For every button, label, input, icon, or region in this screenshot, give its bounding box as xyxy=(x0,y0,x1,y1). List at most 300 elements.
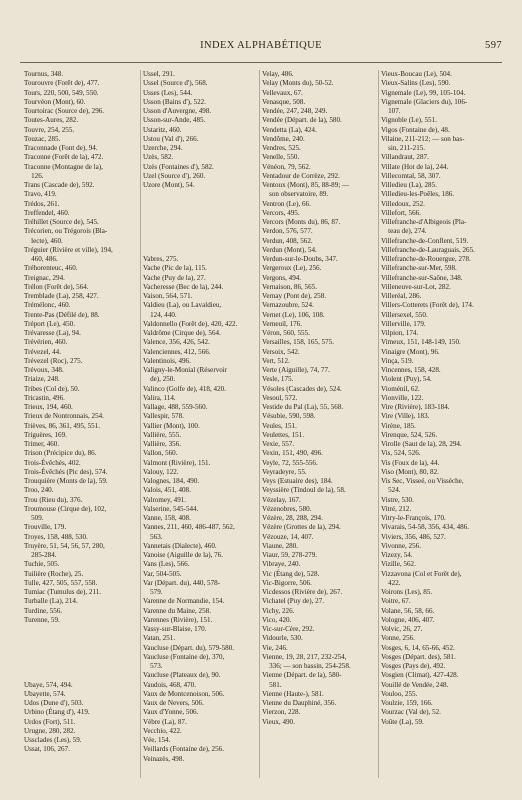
index-entry: Vernay (Pont de), 258. xyxy=(262,292,327,300)
index-entry: Touzac, 285. xyxy=(24,134,61,143)
index-entry: son observatoire, 89. xyxy=(262,190,329,199)
index-entry: Villefranche-sur-Saône, 348. xyxy=(381,273,463,282)
index-entry: Vabres, 275. xyxy=(143,255,179,263)
index-entry: Tuilière (Roche), 25. xyxy=(24,569,84,578)
index-entry: Valence, 356, 426, 542. xyxy=(143,338,210,347)
index-entry: Vacheresse (Bec de la), 244. xyxy=(143,282,224,291)
index-entry: Trouquière (Monts de la), 59. xyxy=(24,477,108,485)
index-entry: Ussel (Source d'), 568. xyxy=(143,79,208,88)
index-entry: Trieux, 194, 460. xyxy=(24,403,73,411)
index-entry: sin, 211-215. xyxy=(381,144,426,152)
index-entry: Ussclades (Les), 59. xyxy=(24,736,82,744)
page-header xyxy=(20,40,502,58)
index-entry: Viaur, 59, 278-279. xyxy=(262,551,318,559)
index-entry: Vieux-Boucau (Le), 504. xyxy=(381,70,452,78)
index-entry: Véron, 560, 555. xyxy=(262,329,310,337)
index-entry: Troo, 240. xyxy=(24,486,54,495)
index-entry: Villedieu (La), 285. xyxy=(381,181,437,189)
index-entry: Troumouse (Cirque de), 102, xyxy=(24,504,107,513)
index-entry: Versoix, 542. xyxy=(262,347,300,356)
index-entry: Veys (Estuaire des), 184. xyxy=(262,477,333,485)
index-entry: Vache (Puy de la), 27. xyxy=(143,273,206,282)
index-entry: Ussat, 106, 267. xyxy=(24,745,70,754)
index-entry: Valentinois, 496. xyxy=(143,356,191,365)
index-entry: Trévoux, 348. xyxy=(24,366,64,374)
index-entry: Var (Départ. du), 440, 578- xyxy=(143,578,221,587)
index-entry: Verdon, 576, 577. xyxy=(262,227,313,236)
index-entry: 460, 486. xyxy=(24,255,58,263)
index-entry: Vizzavona (Col et Forêt de), xyxy=(381,569,462,578)
index-entry: Vibraye, 240. xyxy=(262,560,301,569)
index-entry: Uzel (Source d'), 260. xyxy=(143,171,206,180)
index-entry: Trou (Rieu du), 376. xyxy=(24,495,83,504)
index-entry: Trédos, 261. xyxy=(24,199,60,208)
index-entry: Urbino (Étang d'), 419. xyxy=(24,708,90,717)
index-entry: Vecchio, 422. xyxy=(143,726,182,735)
index-entry: Villeneuve-sur-Lot, 282. xyxy=(381,282,451,291)
index-entry: Trécorien, ou Trégorois (Bla- xyxy=(24,227,108,236)
index-entry: Ventron (Le), 66. xyxy=(262,199,311,208)
index-entry: Vicdessos (Rivière de), 267. xyxy=(262,588,343,596)
index-entry: Trévezel, 44. xyxy=(24,347,61,356)
index-entry: Tréhillet (Source de), 545. xyxy=(24,218,99,226)
index-entry: 581. xyxy=(262,680,282,689)
index-entry: Vienne (Départ. de la), 580- xyxy=(262,671,342,680)
index-entry xyxy=(24,625,136,634)
index-entry: Villecomtal, 58, 307. xyxy=(381,171,441,180)
index-entry: Truyère, 51, 54, 56, 57, 280, xyxy=(24,541,105,550)
index-entry: Vilaine, 211-212; — son bas- xyxy=(381,134,465,143)
index-entry: Trévérien, 460. xyxy=(24,338,68,347)
index-entry: Uzès (Fontaines d'), 582. xyxy=(143,162,214,171)
index-entry xyxy=(143,218,255,227)
index-entry: Villedoux, 252. xyxy=(381,199,425,208)
index-column-1 xyxy=(24,70,136,755)
index-entry: Trison (Précipice du), 86. xyxy=(24,449,97,458)
index-entry: Vézère (Grottes de la), 294. xyxy=(262,523,341,532)
index-entry: Valigny-le-Monial (Réservoir xyxy=(143,366,228,374)
index-entry: Vergons, 494. xyxy=(262,273,302,282)
index-entry: Usses (Les), 544. xyxy=(143,88,193,97)
index-entry: Vis (Foux de la), 44. xyxy=(381,458,440,467)
index-entry: Virène, 185. xyxy=(381,421,416,430)
index-entry xyxy=(143,227,255,236)
index-entry: Trévaresse (La), 94. xyxy=(24,329,81,337)
index-entry: Villefranche-sur-Mer, 598. xyxy=(381,264,457,273)
index-entry: Trévezel (Roc), 275. xyxy=(24,356,83,365)
index-entry: Vénéon, 79, 562. xyxy=(262,162,311,171)
index-entry: Vidourle, 530. xyxy=(262,634,303,643)
index-entry: Viso (Mont), 80, 82. xyxy=(381,467,439,476)
index-entry: Ubayette, 574. xyxy=(24,689,66,698)
index-entry: Vilpion, 174. xyxy=(381,329,419,337)
index-entry: Vallière, 356. xyxy=(143,440,182,448)
index-entry: Trois-Évêchés (Pic des), 574. xyxy=(24,467,108,476)
index-entry: Verneuil, 176. xyxy=(262,319,302,328)
index-entry: Tréport (Le), 450. xyxy=(24,319,75,328)
index-entry: Vosgien (Climat), 427-428. xyxy=(381,671,459,680)
index-entry: Vincennes, 158, 428. xyxy=(381,366,441,374)
index-entry: Vée, 154. xyxy=(143,736,171,744)
index-entry: Vanne, 158, 408. xyxy=(143,514,191,522)
index-entry: Villers-Cotterets (Forêt de), 174. xyxy=(381,301,474,310)
index-entry: Vallon, 560. xyxy=(143,449,178,458)
index-entry: Vestide du Pal (La), 55, 568. xyxy=(262,403,344,411)
index-entry: Villefranche-d'Albigeois (Pla- xyxy=(381,218,467,226)
index-entry: Vimeux, 151, 148-149, 150. xyxy=(381,338,461,347)
index-entry: Vesle, 175. xyxy=(262,375,294,384)
index-entry: Vouloo, 255. xyxy=(381,689,418,698)
index-entry: Vernet (Le), 106, 108. xyxy=(262,310,325,319)
index-entry: Vienne du Dauphiné, 356. xyxy=(262,699,337,707)
index-entry: Turballe (La), 214. xyxy=(24,597,78,606)
index-entry: Vendres, 525. xyxy=(262,144,301,152)
index-entry: Vaux de Montcenoison, 506. xyxy=(143,689,225,698)
index-entry: Violent (Puy), 54. xyxy=(381,375,432,384)
index-entry: Varennes (Rivière), 151. xyxy=(143,615,213,624)
index-entry xyxy=(24,653,136,662)
index-entry: Valdrôme (Cirque de), 564. xyxy=(143,329,221,337)
index-entry: Vistre, 530. xyxy=(381,495,414,504)
page-number: 597 xyxy=(485,40,502,51)
index-entry: Valdieu (La), ou Lavaldieu, xyxy=(143,301,222,310)
index-entry: Villersexel, 550. xyxy=(381,310,428,319)
index-entry: Vie, 246. xyxy=(262,643,288,652)
index-entry: Veules, 151. xyxy=(262,421,297,430)
index-entry: Verdun (Mont), 54. xyxy=(262,245,317,254)
index-entry: Voitre, 67. xyxy=(381,597,411,606)
index-entry: Tréhorenteuc, 460. xyxy=(24,264,78,273)
index-entry: Vignemale (Glaciers du), 106- xyxy=(381,97,468,106)
index-entry: Volvic, 26, 27. xyxy=(381,625,423,633)
index-entry: Trélon (Forêt de), 564. xyxy=(24,282,89,291)
index-column-3 xyxy=(262,70,374,727)
index-entry: Troyes, 158, 488, 530. xyxy=(24,532,88,541)
index-entry: Veinazès, 498. xyxy=(143,754,185,763)
index-entry: Vinça, 519. xyxy=(381,356,414,365)
index-entry: Vienne, 19, 28, 217, 232-254, xyxy=(262,652,347,661)
index-entry: Vésubie, 590, 598. xyxy=(262,412,316,421)
index-column-4 xyxy=(381,70,493,727)
index-entry: 336; — son bassin, 254-258. xyxy=(262,662,351,670)
index-entry: Ussel, 291. xyxy=(143,70,175,78)
index-entry: Usson (Bains d'), 522. xyxy=(143,97,206,106)
index-entry: Triguères, 169. xyxy=(24,430,67,439)
index-entry: 124, 440. xyxy=(143,310,177,319)
index-entry: Vis Sec, Visseé, ou Vissèche, xyxy=(381,477,464,485)
index-entry: Vans (Les), 566. xyxy=(143,560,190,569)
index-entry: Varenne du Maine, 258. xyxy=(143,606,211,615)
index-entry: Verdun-sur-le-Doubs, 347. xyxy=(262,255,338,263)
index-entry: Veillards (Fontaine de), 256. xyxy=(143,745,224,754)
index-entry: Valinco (Golfe de), 418, 420. xyxy=(143,384,226,393)
index-entry: Tourtoirac (Source de), 296. xyxy=(24,107,105,115)
index-entry: Tourouvre (Forêt de), 477. xyxy=(24,79,100,88)
index-entry: Villefranche-de-Conflent, 519. xyxy=(381,236,469,245)
index-entry: Vallière, 555. xyxy=(143,430,182,439)
index-entry: Viviers, 356, 486, 527. xyxy=(381,532,446,541)
index-entry: Vieux, 490. xyxy=(262,717,295,726)
page-title: INDEX ALPHABÉTIQUE xyxy=(200,40,322,51)
index-entry: Vache (Pic de la), 115. xyxy=(143,264,207,273)
index-entry: Vic-Bigorre, 506. xyxy=(262,578,312,587)
index-entry: Vèbre (La), 87. xyxy=(143,717,187,726)
index-entry: Vire (Ville), 183. xyxy=(381,412,430,421)
index-entry: Vercors (Monts du), 86, 87. xyxy=(262,218,341,226)
index-entry: Viaune, 280. xyxy=(262,541,299,550)
index-entry: Vernaison, 86, 565. xyxy=(262,282,317,291)
index-entry xyxy=(143,237,255,246)
index-entry: Vouillé de Vendée, 248. xyxy=(381,680,449,689)
index-entry: Vignoble (Le), 551. xyxy=(381,116,437,125)
index-entry: Valognes, 184, 490. xyxy=(143,477,200,485)
index-entry: Vannetais (Dialecte), 460. xyxy=(143,541,217,550)
index-entry: Varenne de Normandie, 154. xyxy=(143,597,225,606)
index-entry: Velay, 486. xyxy=(262,70,294,78)
index-entry: Villedieu-les-Poêles, 186. xyxy=(381,190,455,199)
index-entry: Vire (Rivière), 183-184. xyxy=(381,403,450,411)
index-entry: Vologne, 406, 407. xyxy=(381,615,435,624)
index-entry: Valois, 451, 408. xyxy=(143,486,191,495)
index-entry: Uzès, 582. xyxy=(143,153,174,162)
index-entry: Trémélonc, 460. xyxy=(24,301,71,310)
index-entry: Vourzac (Val de), 52. xyxy=(381,708,441,717)
index-entry: Vaux d'Yonne, 506. xyxy=(143,708,199,717)
index-entry: Var, 504-505. xyxy=(143,569,182,578)
index-entry: 285-284. xyxy=(24,551,57,559)
index-entry: 422. xyxy=(381,578,401,587)
index-entry: Vigos (Fontaine de), 48. xyxy=(381,125,450,134)
index-entry: Vézouze, 14, 407. xyxy=(262,532,314,541)
index-entry: Vosges, 6, 14, 65-66, 452. xyxy=(381,643,455,652)
index-entry: Valserine, 545-544. xyxy=(143,504,199,513)
index-entry: Urugne, 280, 282. xyxy=(24,726,76,735)
index-entry: Veyradeyre, 55. xyxy=(262,467,307,476)
index-entry: Ustou (Val d'), 266. xyxy=(143,134,199,143)
index-entry: Ubaye, 574, 494. xyxy=(24,680,73,689)
index-entry: Vizezy, 54. xyxy=(381,551,413,559)
index-entry: Tréguier (Rivière et ville), 194, xyxy=(24,245,113,254)
index-entry: Touvre, 254, 255. xyxy=(24,125,75,134)
index-entry: Vannes, 211, 460, 486-487, 562, xyxy=(143,523,235,532)
index-entry: Trois-Évêchés, 402. xyxy=(24,458,81,467)
index-entry: Treffendel, 460. xyxy=(24,208,70,217)
index-entry: Trans (Cascade de), 592. xyxy=(24,181,95,189)
index-entry: Vesoul, 572. xyxy=(262,393,298,402)
index-entry: Vatan, 251. xyxy=(143,634,176,643)
index-entry: 579. xyxy=(143,588,163,596)
index-entry: Valouy, 122. xyxy=(143,467,179,476)
index-entry xyxy=(143,200,255,209)
index-entry: Vergeroux (Le), 256. xyxy=(262,264,322,273)
index-entry: 126. xyxy=(24,171,44,180)
index-entry: Vico, 420. xyxy=(262,615,292,624)
index-entry: Vassy-sur-Blaise, 170. xyxy=(143,625,207,633)
index-entry: Vichy, 226. xyxy=(262,606,295,615)
index-entry: de), 250. xyxy=(143,375,176,384)
index-entry: Tricastin, 496. xyxy=(24,393,65,402)
index-entry: Vanoise (Aiguille de la), 76. xyxy=(143,551,223,559)
index-entry: Vézenobres, 580. xyxy=(262,504,312,513)
index-entry: Venelle, 550. xyxy=(262,153,300,162)
index-entry: Vic-sur-Cère, 292. xyxy=(262,625,315,633)
index-entry: Vendôme, 240. xyxy=(262,134,305,143)
index-entry: Vosges (Départ. des), 581. xyxy=(381,652,456,661)
index-entry: Vaucluse (Fontaine de), 370, xyxy=(143,652,225,661)
index-entry: Virenque, 524, 526. xyxy=(381,430,438,439)
index-entry: Villefort, 566. xyxy=(381,208,421,217)
index-entry xyxy=(143,209,255,218)
index-entry: Voirons (Les), 85. xyxy=(381,588,433,596)
index-entry: Villeréal, 286. xyxy=(381,292,422,300)
index-entry: Traconne (Montagne de la), xyxy=(24,162,103,171)
index-entry: Tours, 220, 500, 549, 550. xyxy=(24,88,99,97)
index-entry: Vaison, 564, 571. xyxy=(143,292,193,300)
index-entry: Vert, 512. xyxy=(262,356,290,365)
index-entry: Verdun, 408, 562. xyxy=(262,236,313,245)
index-columns xyxy=(24,70,504,780)
index-entry: Tulle, 427, 505, 557, 558. xyxy=(24,578,98,587)
index-entry: Udos (Dune d'), 503. xyxy=(24,699,84,707)
index-entry: Usson-sur-Ande, 485. xyxy=(143,116,206,125)
index-entry: Tourvéon (Mont), 60. xyxy=(24,97,86,106)
index-entry: Vizille, 562. xyxy=(381,560,416,569)
index-entry: Vosges (Pays de), 492. xyxy=(381,662,446,670)
index-entry: Trimer, 460. xyxy=(24,440,60,448)
index-entry: Vaucluse (Plateaux de), 90. xyxy=(143,671,221,680)
index-entry: Villate (Hot de la), 244. xyxy=(381,162,449,171)
index-entry: Turenne, 59. xyxy=(24,615,60,624)
index-entry xyxy=(143,190,255,199)
header-rule xyxy=(20,62,502,63)
index-entry: 107. xyxy=(381,107,401,115)
index-entry xyxy=(24,634,136,643)
index-entry: Villefranche-de-Lauraguais, 265. xyxy=(381,245,475,254)
index-entry: Toutes-Aures, 282. xyxy=(24,116,79,125)
index-entry: Vaucluse (Départ. du), 579-580. xyxy=(143,643,235,652)
index-entry: Vivarais, 54-58, 356, 434, 486. xyxy=(381,523,470,532)
index-entry: Urdos (Fort), 511. xyxy=(24,717,76,726)
index-entry: Travo, 419. xyxy=(24,190,57,199)
index-entry: Valmont (Rivière), 151. xyxy=(143,458,211,467)
index-entry: Ustaritz, 460. xyxy=(143,125,182,134)
index-entry: Trièves, 86, 361, 495, 551. xyxy=(24,421,100,430)
index-entry: Vis, 524, 526. xyxy=(381,449,421,458)
index-entry: Villerville, 179. xyxy=(381,319,426,328)
index-entry: Veyssière (Tindoul de la), 58. xyxy=(262,486,346,495)
index-entry: Vaux de Nevers, 506. xyxy=(143,699,204,707)
index-entry: Tribes (Col de), 50. xyxy=(24,384,80,393)
index-entry: Velay (Monts du), 50-52. xyxy=(262,79,334,88)
index-entry: Vichatel (Puy de), 27. xyxy=(262,597,325,606)
index-entry: Vendetta (La), 424. xyxy=(262,125,317,134)
index-entry xyxy=(143,246,255,255)
index-entry: Villandraut, 287. xyxy=(381,153,429,162)
index-entry: Vendée, 247, 248, 249. xyxy=(262,107,328,115)
index-entry: 524. xyxy=(381,486,401,495)
index-entry: Veyle, 72, 555-556. xyxy=(262,458,318,467)
index-entry xyxy=(24,644,136,653)
index-entry: Traconnade (Font de), 94. xyxy=(24,144,98,152)
index-entry: Vitré, 212. xyxy=(381,504,412,513)
index-entry: Vallier (Mont), 100. xyxy=(143,421,200,430)
index-entry: Vivonne, 256. xyxy=(381,541,421,550)
index-entry: Vallage, 488, 559-560. xyxy=(143,403,208,411)
index-entry: Vonne, 256. xyxy=(381,634,415,643)
index-entry: Vinaigre (Mont), 96. xyxy=(381,347,440,356)
index-entry: Vercors, 495. xyxy=(262,208,300,217)
index-entry xyxy=(24,662,136,671)
index-entry: Vic (Étang de), 528. xyxy=(262,569,320,578)
index-entry: 509. xyxy=(24,514,44,522)
index-entry: Valenciennes, 412, 566. xyxy=(143,347,211,356)
index-entry: Vieux-Salins (Les), 590. xyxy=(381,79,451,88)
index-entry: Vienne (Haute-), 581. xyxy=(262,689,324,698)
index-entry: Voûte (La), 59. xyxy=(381,717,424,726)
index-entry: Venasque, 508. xyxy=(262,97,306,106)
index-entry: Vitry-le-François, 170. xyxy=(381,514,446,522)
index-entry: Tournus, 348. xyxy=(24,70,64,78)
index-entry: Trente-Pas (Défilé de), 88. xyxy=(24,310,100,319)
index-entry: lecte), 460. xyxy=(24,236,63,245)
index-entry: Trieux de Nontronnais, 254. xyxy=(24,412,104,421)
index-entry: Valromey, 491. xyxy=(143,495,187,504)
index-entry: Vignemale (Le), 99, 105-104. xyxy=(381,88,466,97)
index-entry: Tremblade (La), 258, 427. xyxy=(24,292,99,300)
index-entry: Versailles, 158, 165, 575. xyxy=(262,338,334,347)
index-entry: Virolle (Saut de la), 28, 294. xyxy=(381,440,462,448)
index-entry: Villefranche-de-Rouergue, 278. xyxy=(381,255,471,263)
index-entry: Usson d'Auvergne, 498. xyxy=(143,107,212,115)
index-entry: Tumiac (Tumulus de), 211. xyxy=(24,588,102,596)
index-entry: Vexie, 557. xyxy=(262,440,295,448)
index-entry: 563. xyxy=(143,532,163,541)
index-entry: teau de), 274. xyxy=(381,227,427,236)
index-entry: Valdonnello (Forêt de), 420, 422. xyxy=(143,319,238,328)
index-entry: Vioménil, 62. xyxy=(381,384,420,393)
index-entry: Veulettes, 151. xyxy=(262,430,304,439)
index-entry: Triaize, 248. xyxy=(24,375,60,384)
index-entry: Valira, 114. xyxy=(143,393,176,402)
index-entry: Vellevaux, 67. xyxy=(262,88,303,97)
index-entry xyxy=(24,671,136,680)
index-entry: Vallespir, 578. xyxy=(143,412,184,421)
index-entry: Vernazoubre, 524. xyxy=(262,301,314,310)
index-entry: Vendée (Départ. de la), 580. xyxy=(262,116,342,125)
index-entry: Volane, 56, 58, 66. xyxy=(381,606,435,615)
index-entry: Vionville, 122. xyxy=(381,393,424,402)
index-entry: Trouville, 179. xyxy=(24,523,67,532)
index-entry: Uzore (Mont), 54. xyxy=(143,181,195,189)
index-entry: Traconne (Forêt de la), 472. xyxy=(24,153,104,162)
index-entry: Treignac, 294. xyxy=(24,273,65,282)
index-entry: Uzerche, 294. xyxy=(143,144,183,152)
index-entry: 573. xyxy=(143,662,163,670)
index-entry: Vézère, 28, 288, 294. xyxy=(262,514,323,522)
index-entry: Vaudois, 468, 470. xyxy=(143,680,197,689)
index-entry: Vexin, 151, 490, 496. xyxy=(262,449,323,458)
index-entry: Tuchie, 505. xyxy=(24,560,60,569)
index-entry: Turdine, 556. xyxy=(24,606,63,615)
index-entry: Vésoles (Cascades de), 524. xyxy=(262,384,342,393)
index-entry: Ventoux (Mont), 85, 88-89; — xyxy=(262,181,350,189)
index-entry: Vézelay, 167. xyxy=(262,495,301,504)
index-column-2 xyxy=(143,70,255,764)
index-entry: Ventadour de Corrèze, 292. xyxy=(262,171,340,180)
index-entry: Verte (Aiguille), 74, 77. xyxy=(262,366,330,374)
index-entry: Vierzon, 228. xyxy=(262,708,301,717)
index-entry: Voulzie, 159, 166. xyxy=(381,699,433,707)
